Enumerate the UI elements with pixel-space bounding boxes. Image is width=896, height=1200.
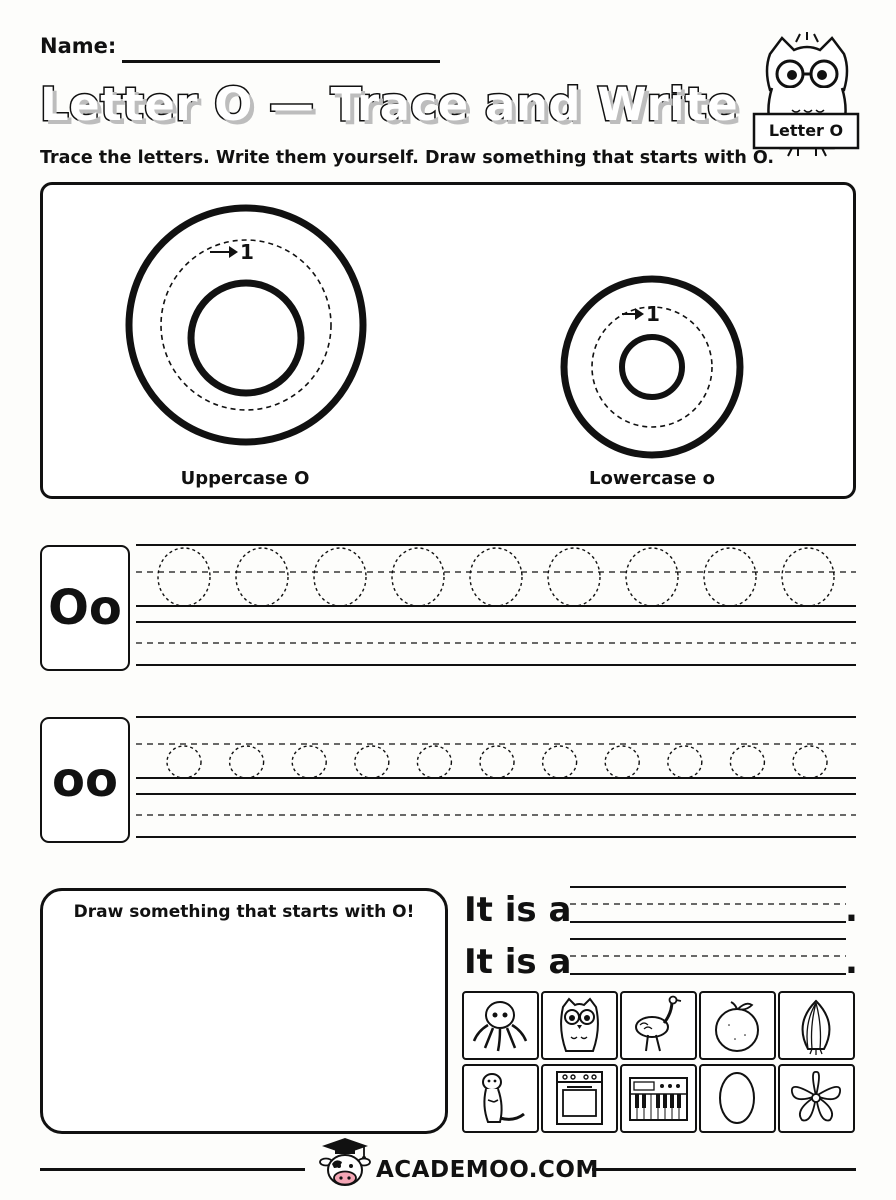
picture-cell-onion[interactable]	[778, 991, 855, 1060]
trace-letter-o[interactable]	[605, 746, 639, 778]
name-label: Name:	[40, 34, 117, 58]
trace-letter-o[interactable]	[480, 746, 514, 778]
trace-letter-o[interactable]	[355, 746, 389, 778]
footer-line-left	[40, 1168, 305, 1171]
orchid-icon	[780, 1066, 853, 1131]
trace-letters[interactable]	[167, 746, 827, 778]
onion-icon	[780, 993, 853, 1058]
picture-cell-orchid[interactable]	[778, 1064, 855, 1133]
trace-letters[interactable]	[158, 548, 834, 606]
picture-cell-ostrich[interactable]	[620, 991, 697, 1060]
trace-letter-o[interactable]	[543, 746, 577, 778]
letter-trace-drawings	[0, 0, 896, 520]
lowercase-writing-lines[interactable]	[136, 712, 856, 842]
picture-cell-oven[interactable]	[541, 1064, 618, 1133]
orange-icon	[701, 993, 774, 1058]
picture-cell-otter[interactable]	[462, 1064, 539, 1133]
trace-letter-o[interactable]	[314, 548, 366, 606]
picture-cell-owl[interactable]	[541, 991, 618, 1060]
footer-line-right	[592, 1168, 856, 1171]
sentence-answer-lines[interactable]	[570, 884, 850, 984]
trace-letter-o[interactable]	[626, 548, 678, 606]
oven-icon	[543, 1066, 616, 1131]
sentence-period: .	[845, 890, 858, 930]
picture-cell-organ[interactable]	[620, 1064, 697, 1133]
trace-letter-o[interactable]	[668, 746, 702, 778]
uppercase-caption: Uppercase O	[180, 468, 310, 489]
trace-letter-o[interactable]	[236, 548, 288, 606]
lowercase-stroke-number: 1	[646, 302, 660, 326]
trace-letter-o[interactable]	[730, 746, 764, 778]
octopus-icon	[464, 993, 537, 1058]
picture-cell-octopus[interactable]	[462, 991, 539, 1060]
trace-letter-o[interactable]	[292, 746, 326, 778]
drawing-area[interactable]	[40, 888, 448, 1134]
trace-letter-o[interactable]	[167, 746, 201, 778]
otter-icon	[464, 1066, 537, 1131]
ostrich-icon	[622, 993, 695, 1058]
owl-icon	[543, 993, 616, 1058]
sample-letter-box: Oo	[40, 545, 130, 671]
trace-letter-o[interactable]	[704, 548, 756, 606]
organ-icon	[622, 1066, 695, 1131]
lowercase-caption: Lowercase o	[589, 468, 715, 489]
trace-letter-o[interactable]	[158, 548, 210, 606]
sentence-prefix: It is a	[464, 890, 572, 930]
trace-letter-o[interactable]	[782, 548, 834, 606]
picture-cell-oval[interactable]	[699, 1064, 776, 1133]
sentence-period: .	[845, 942, 858, 982]
trace-letter-o[interactable]	[793, 746, 827, 778]
uppercase-stroke-number: 1	[240, 240, 254, 264]
instructions: Trace the letters. Write them yourself. Draw something that starts with O.	[40, 148, 775, 168]
trace-letter-o[interactable]	[548, 548, 600, 606]
drawing-area-title: Draw something that starts with O!	[73, 902, 415, 922]
picture-cell-orange[interactable]	[699, 991, 776, 1060]
uppercase-writing-lines[interactable]	[136, 540, 856, 670]
trace-letter-o[interactable]	[470, 548, 522, 606]
trace-letter-o[interactable]	[417, 746, 451, 778]
trace-letter-o[interactable]	[392, 548, 444, 606]
mascot-sign-label: Letter O	[768, 121, 844, 140]
oval-icon	[701, 1066, 774, 1131]
page-title: Letter O — Trace and Write	[40, 78, 739, 131]
sample-letter-box: oo	[40, 717, 130, 843]
cow-logo-icon	[318, 1136, 372, 1192]
sentence-prefix: It is a	[464, 942, 572, 982]
trace-letter-o[interactable]	[230, 746, 264, 778]
brand-name: ACADEMOO.COM	[376, 1157, 599, 1183]
